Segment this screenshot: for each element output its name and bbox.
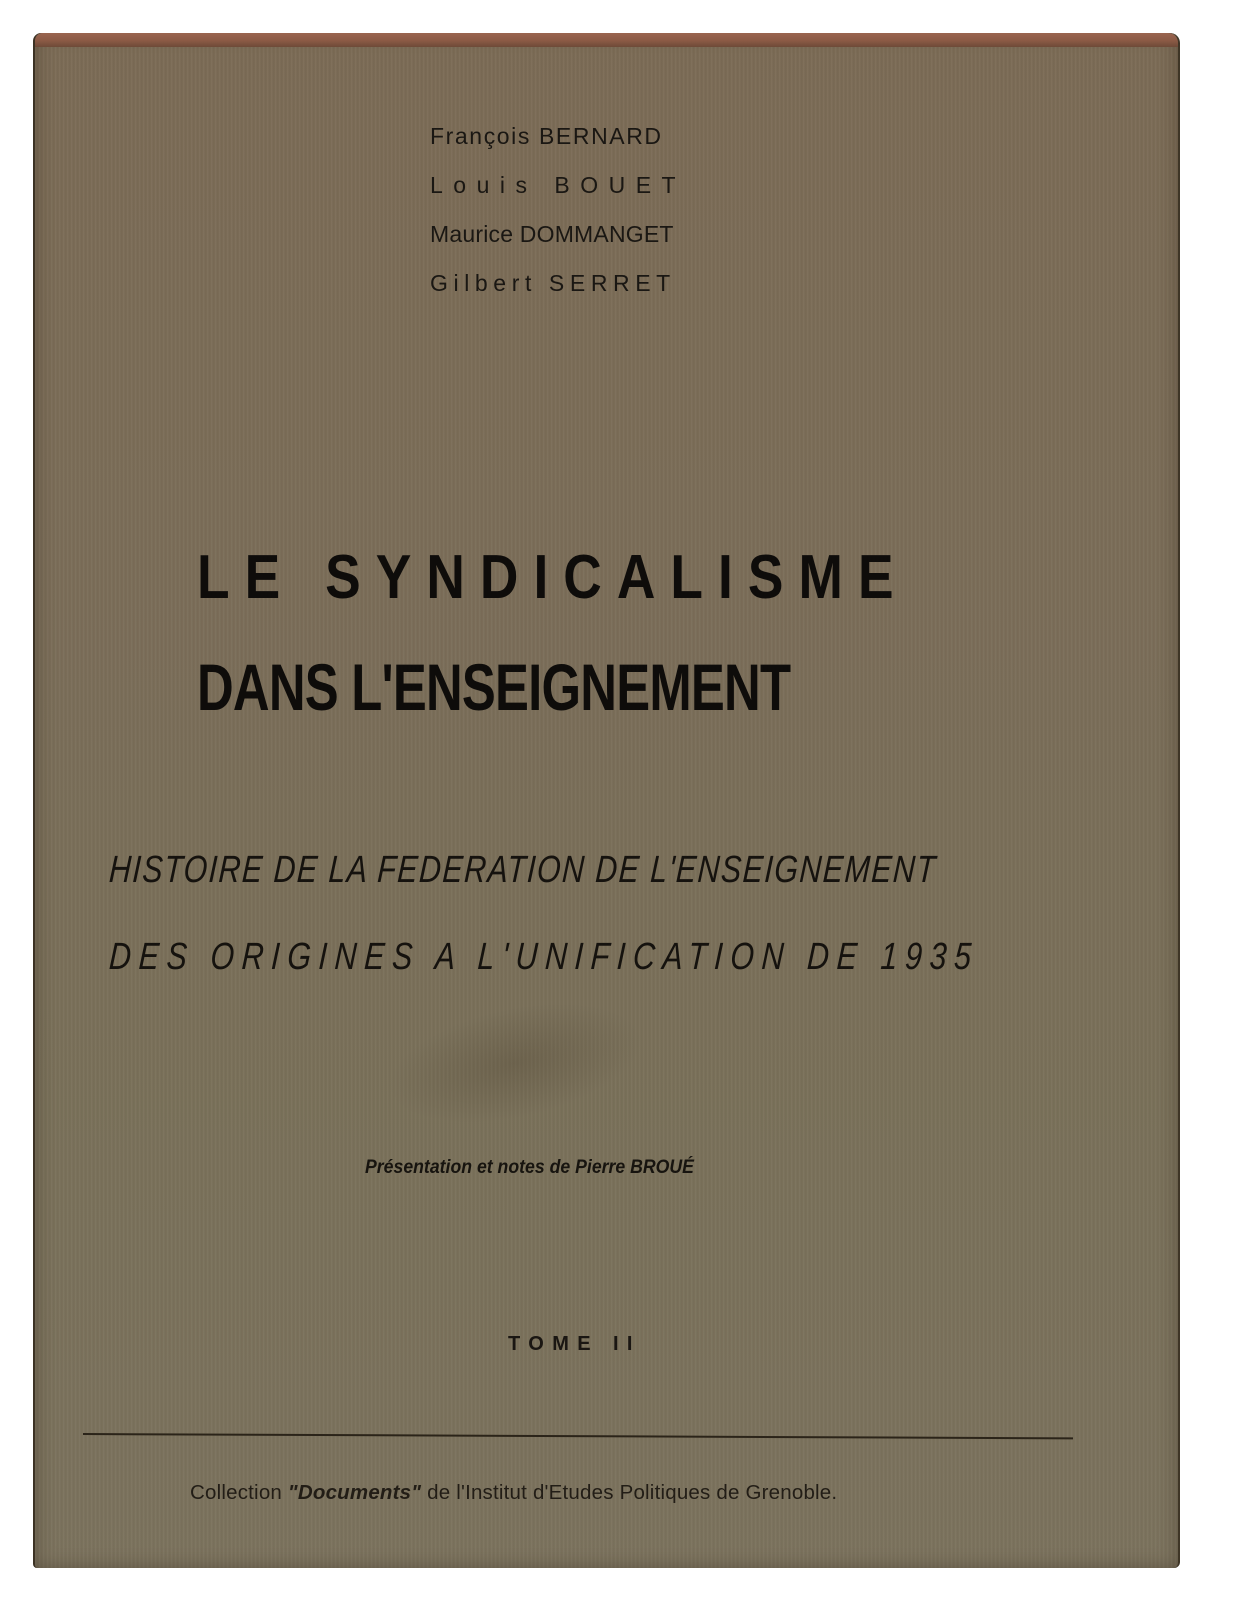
cover-top-edge <box>35 33 1178 47</box>
subtitle-line-2: DES ORIGINES A L'UNIFICATION DE 1935 <box>108 936 980 978</box>
author-name: Gilbert SERRET <box>430 270 676 296</box>
book-cover <box>33 33 1180 1568</box>
author-name: François BERNARD <box>430 123 663 149</box>
title-line-1: LE SYNDICALISME <box>197 543 909 612</box>
collection-footer <box>190 1481 837 1505</box>
presentation-credit: Présentation et notes de Pierre BROUÉ <box>365 1157 694 1178</box>
footer-prefix: Collection <box>190 1481 288 1504</box>
collection-name: "Documents" <box>287 1481 422 1504</box>
title-line-2: DANS L'ENSEIGNEMENT <box>197 650 791 724</box>
volume-label: TOME II <box>508 1333 641 1355</box>
footer-suffix: de l'Institut d'Etudes Politiques de Grenoble. <box>421 1481 838 1504</box>
author-list <box>430 121 730 317</box>
subtitle-line-1: HISTOIRE DE LA FEDERATION DE L'ENSEIGNEMENT <box>108 849 938 891</box>
author-name: Maurice DOMMANGET <box>430 221 674 247</box>
book-title <box>197 543 997 723</box>
footer-divider <box>83 1433 1073 1439</box>
author-name: Louis BOUET <box>430 172 687 198</box>
